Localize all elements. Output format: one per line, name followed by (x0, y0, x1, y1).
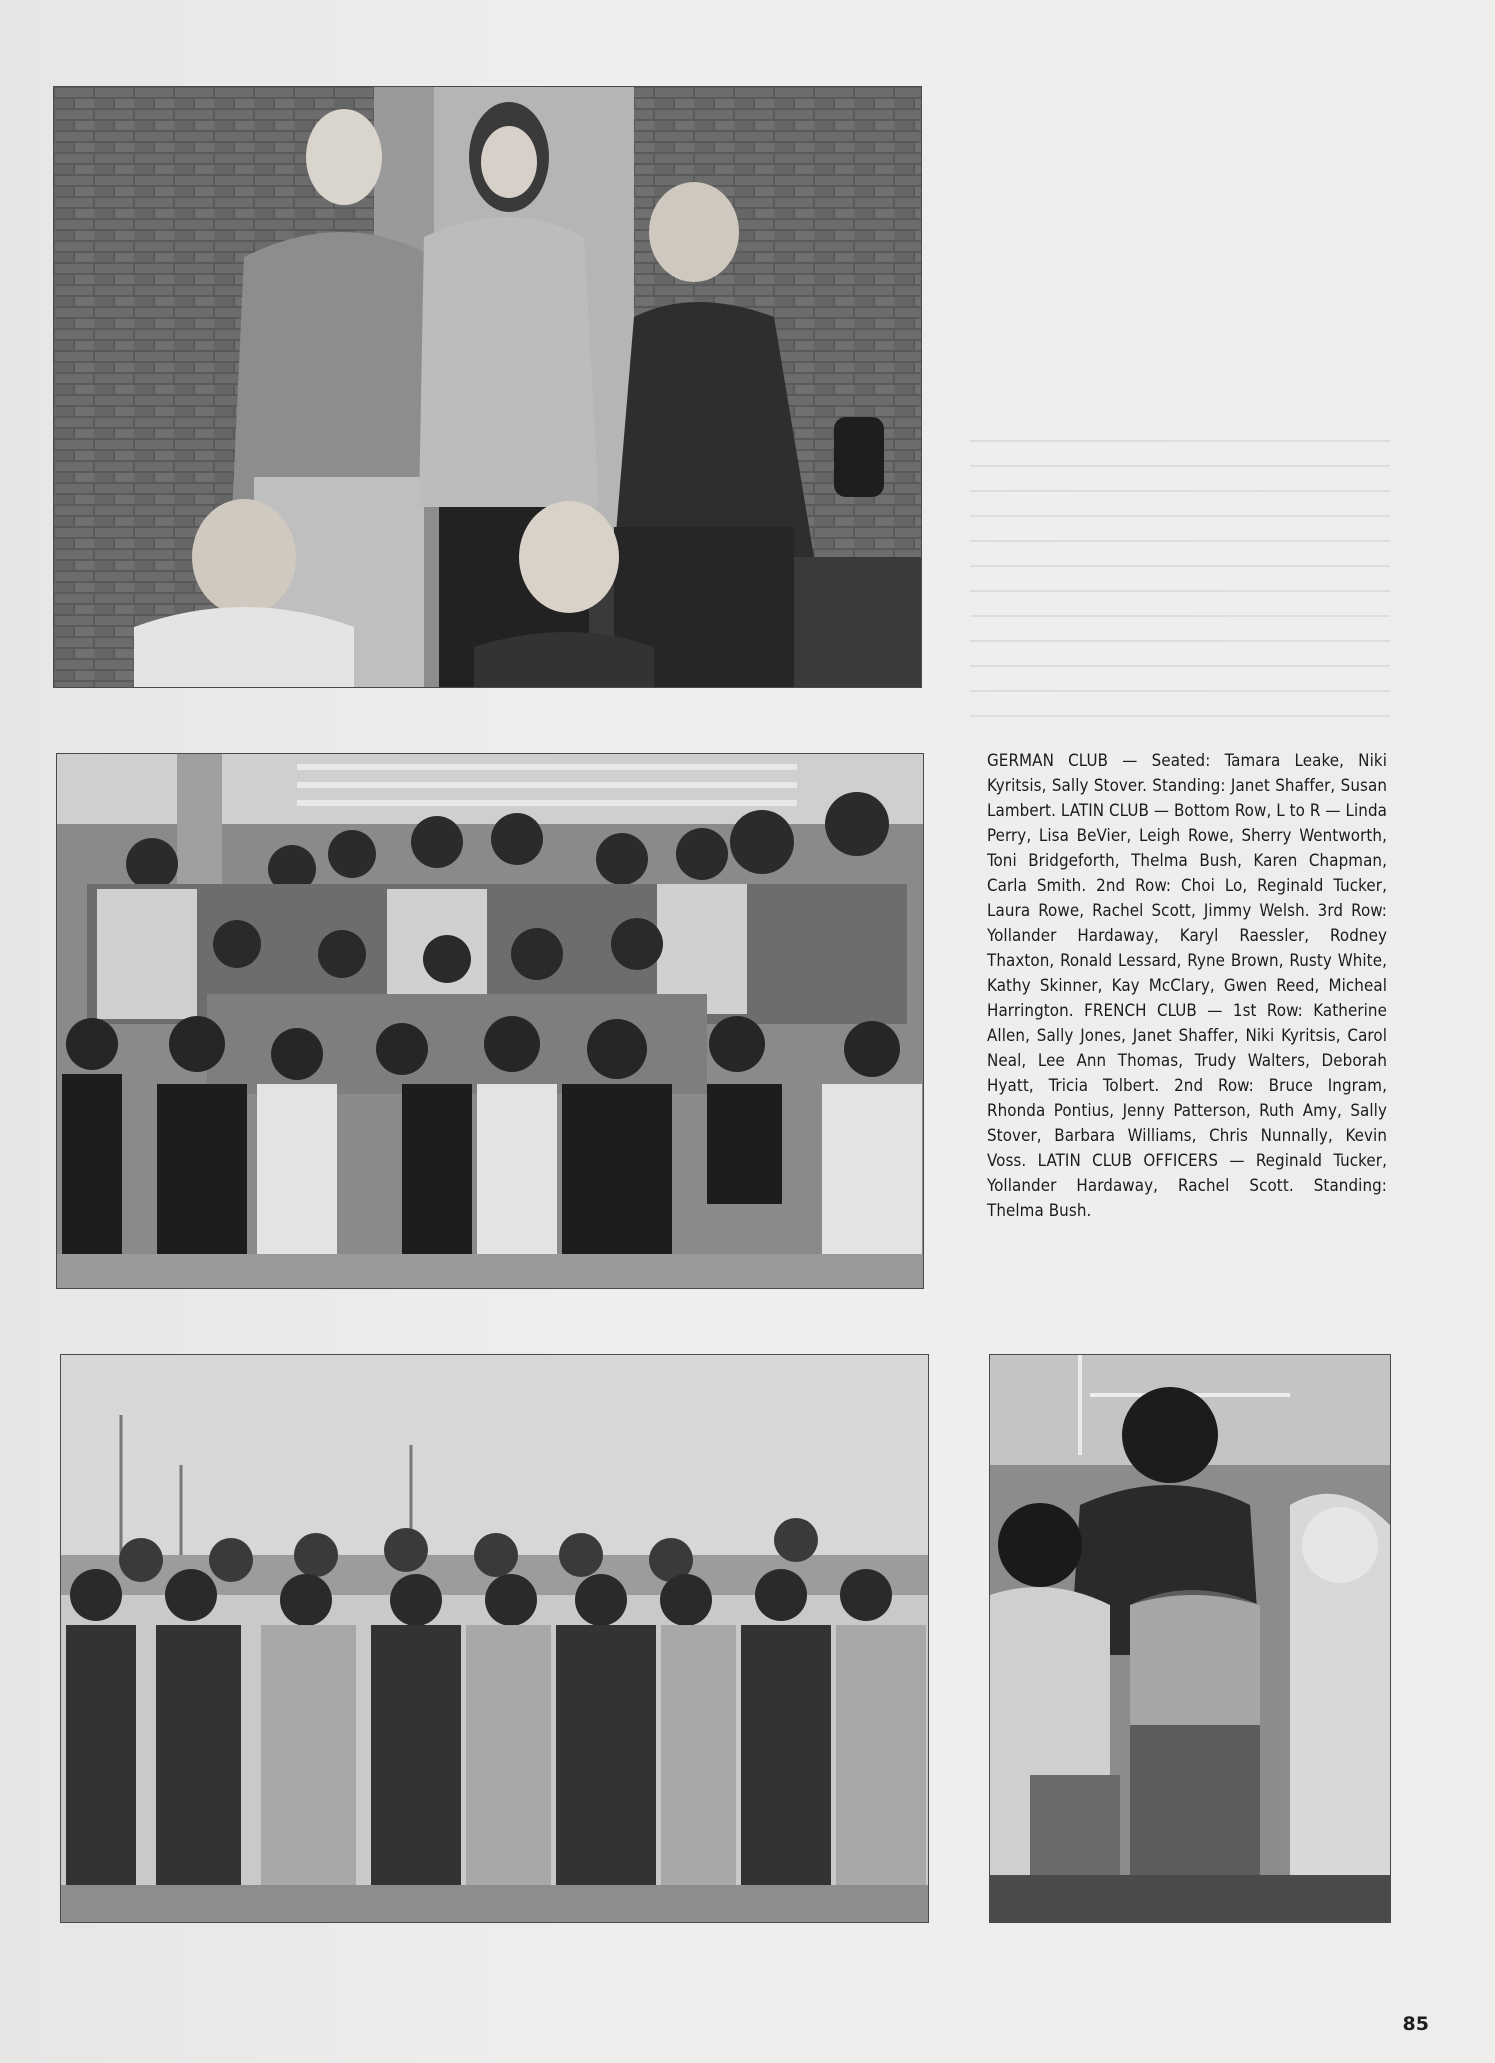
photo-caption: GERMAN CLUB — Seated: Tamara Leake, Niki Kyritsis, Sally Stover. Standing: Janet Shaffer, Susan Lambert. LATIN CLUB — Bottom Row, L to R — Linda Perry, Lisa BeVier, Leigh Rowe, Sherry Wentworth, Toni Bridgeforth, Thelma Bush, Karen Chapman, Carla Smith. 2nd Row: Choi Lo, Reginald Tucker, Laura Rowe, Rachel Scott, Jimmy Welsh. 3rd Row: Yollander Hardaway, Karyl Raessler, Rodney Thaxton, Ronald Lessard, Ryne Brown, Rusty White, Kathy Skinner, Kay McClary, Gwen Reed, Micheal Harrington. FRENCH CLUB — 1st Row: Katherine Allen, Sally Jones, Janet Shaffer, Niki Kyritsis, Carol Neal, Lee Ann Thomas, Trudy Walters, Deborah Hyatt, Tricia Tolbert. 2nd Row: Bruce Ingram, Rhonda Pontius, Jenny Patterson, Ruth Amy, Sally Stover, Barbara Williams, Chris Nunnally, Kevin Voss. LATIN CLUB OFFICERS — Reginald Tucker, Yollander Hardaway, Rachel Scott. Standing: Thelma Bush. (987, 750, 1387, 1220)
french-club-photo (61, 1355, 928, 1922)
latin-club-photo (57, 754, 923, 1288)
german-club-photo (54, 87, 921, 687)
show-through-text (970, 440, 1390, 720)
latin-club-officers-photo (990, 1355, 1390, 1922)
page-number: 85 (1402, 2013, 1429, 2035)
